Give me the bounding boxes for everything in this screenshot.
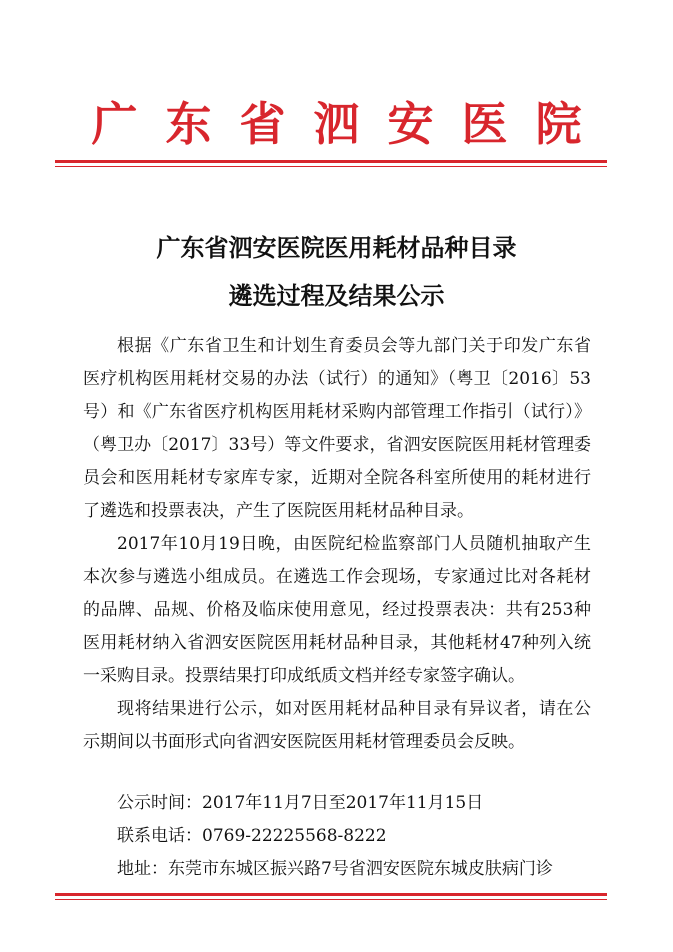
- paragraph-basis: 根据《广东省卫生和计划生育委员会等九部门关于印发广东省医疗机构医用耗材交易的办法（试行）的通知》（粤卫〔2016〕53号）和《广东省医疗机构医用耗材采购内部管理工作指引（试行）》（粤卫办〔2017〕33号）等文件要求，省泗安医院医用耗材管理委员会和医用耗材专家库专家，近期对全院各科室所使用的耗材进行了遴选和投票表决，产生了医院医用耗材品种目录。: [83, 336, 591, 521]
- publicity-period: 公示时间：2017年11月7日至2017年11月15日: [117, 793, 484, 813]
- footer-rule-thin: [55, 899, 607, 900]
- notice-body: [83, 330, 591, 759]
- contact-address: 地址：东莞市东城区振兴路7号省泗安医院东城皮肤病门诊: [117, 859, 553, 879]
- paragraph-objection: 现将结果进行公示，如对医用耗材品种目录有异议者，请在公示期间以书面形式向省泗安医院医用耗材管理委员会反映。: [83, 699, 591, 752]
- letterhead-rule-thin: [55, 166, 607, 167]
- notice-title-line1: 广东省泗安医院医用耗材品种目录: [156, 234, 517, 262]
- paragraph-process: 2017年10月19日晚，由医院纪检监察部门人员随机抽取产生本次参与遴选小组成员。在遴选工作会现场，专家通过比对各耗材的品牌、品规、价格及临床使用意见，经过投票表决：共有253种医用耗材纳入省泗安医院医用耗材品种目录，其他耗材47种列入统一采购目录。投票结果打印成纸质文档并经专家签字确认。: [83, 534, 591, 686]
- letterhead-rule-thick: [55, 160, 607, 163]
- contact-phone: 联系电话：0769-22225568-8222: [117, 826, 387, 846]
- footer-rule-thick: [55, 893, 607, 896]
- notice-title-line2: 遴选过程及结果公示: [228, 282, 445, 310]
- letterhead-org-name: 广东省泗安医院: [91, 97, 610, 151]
